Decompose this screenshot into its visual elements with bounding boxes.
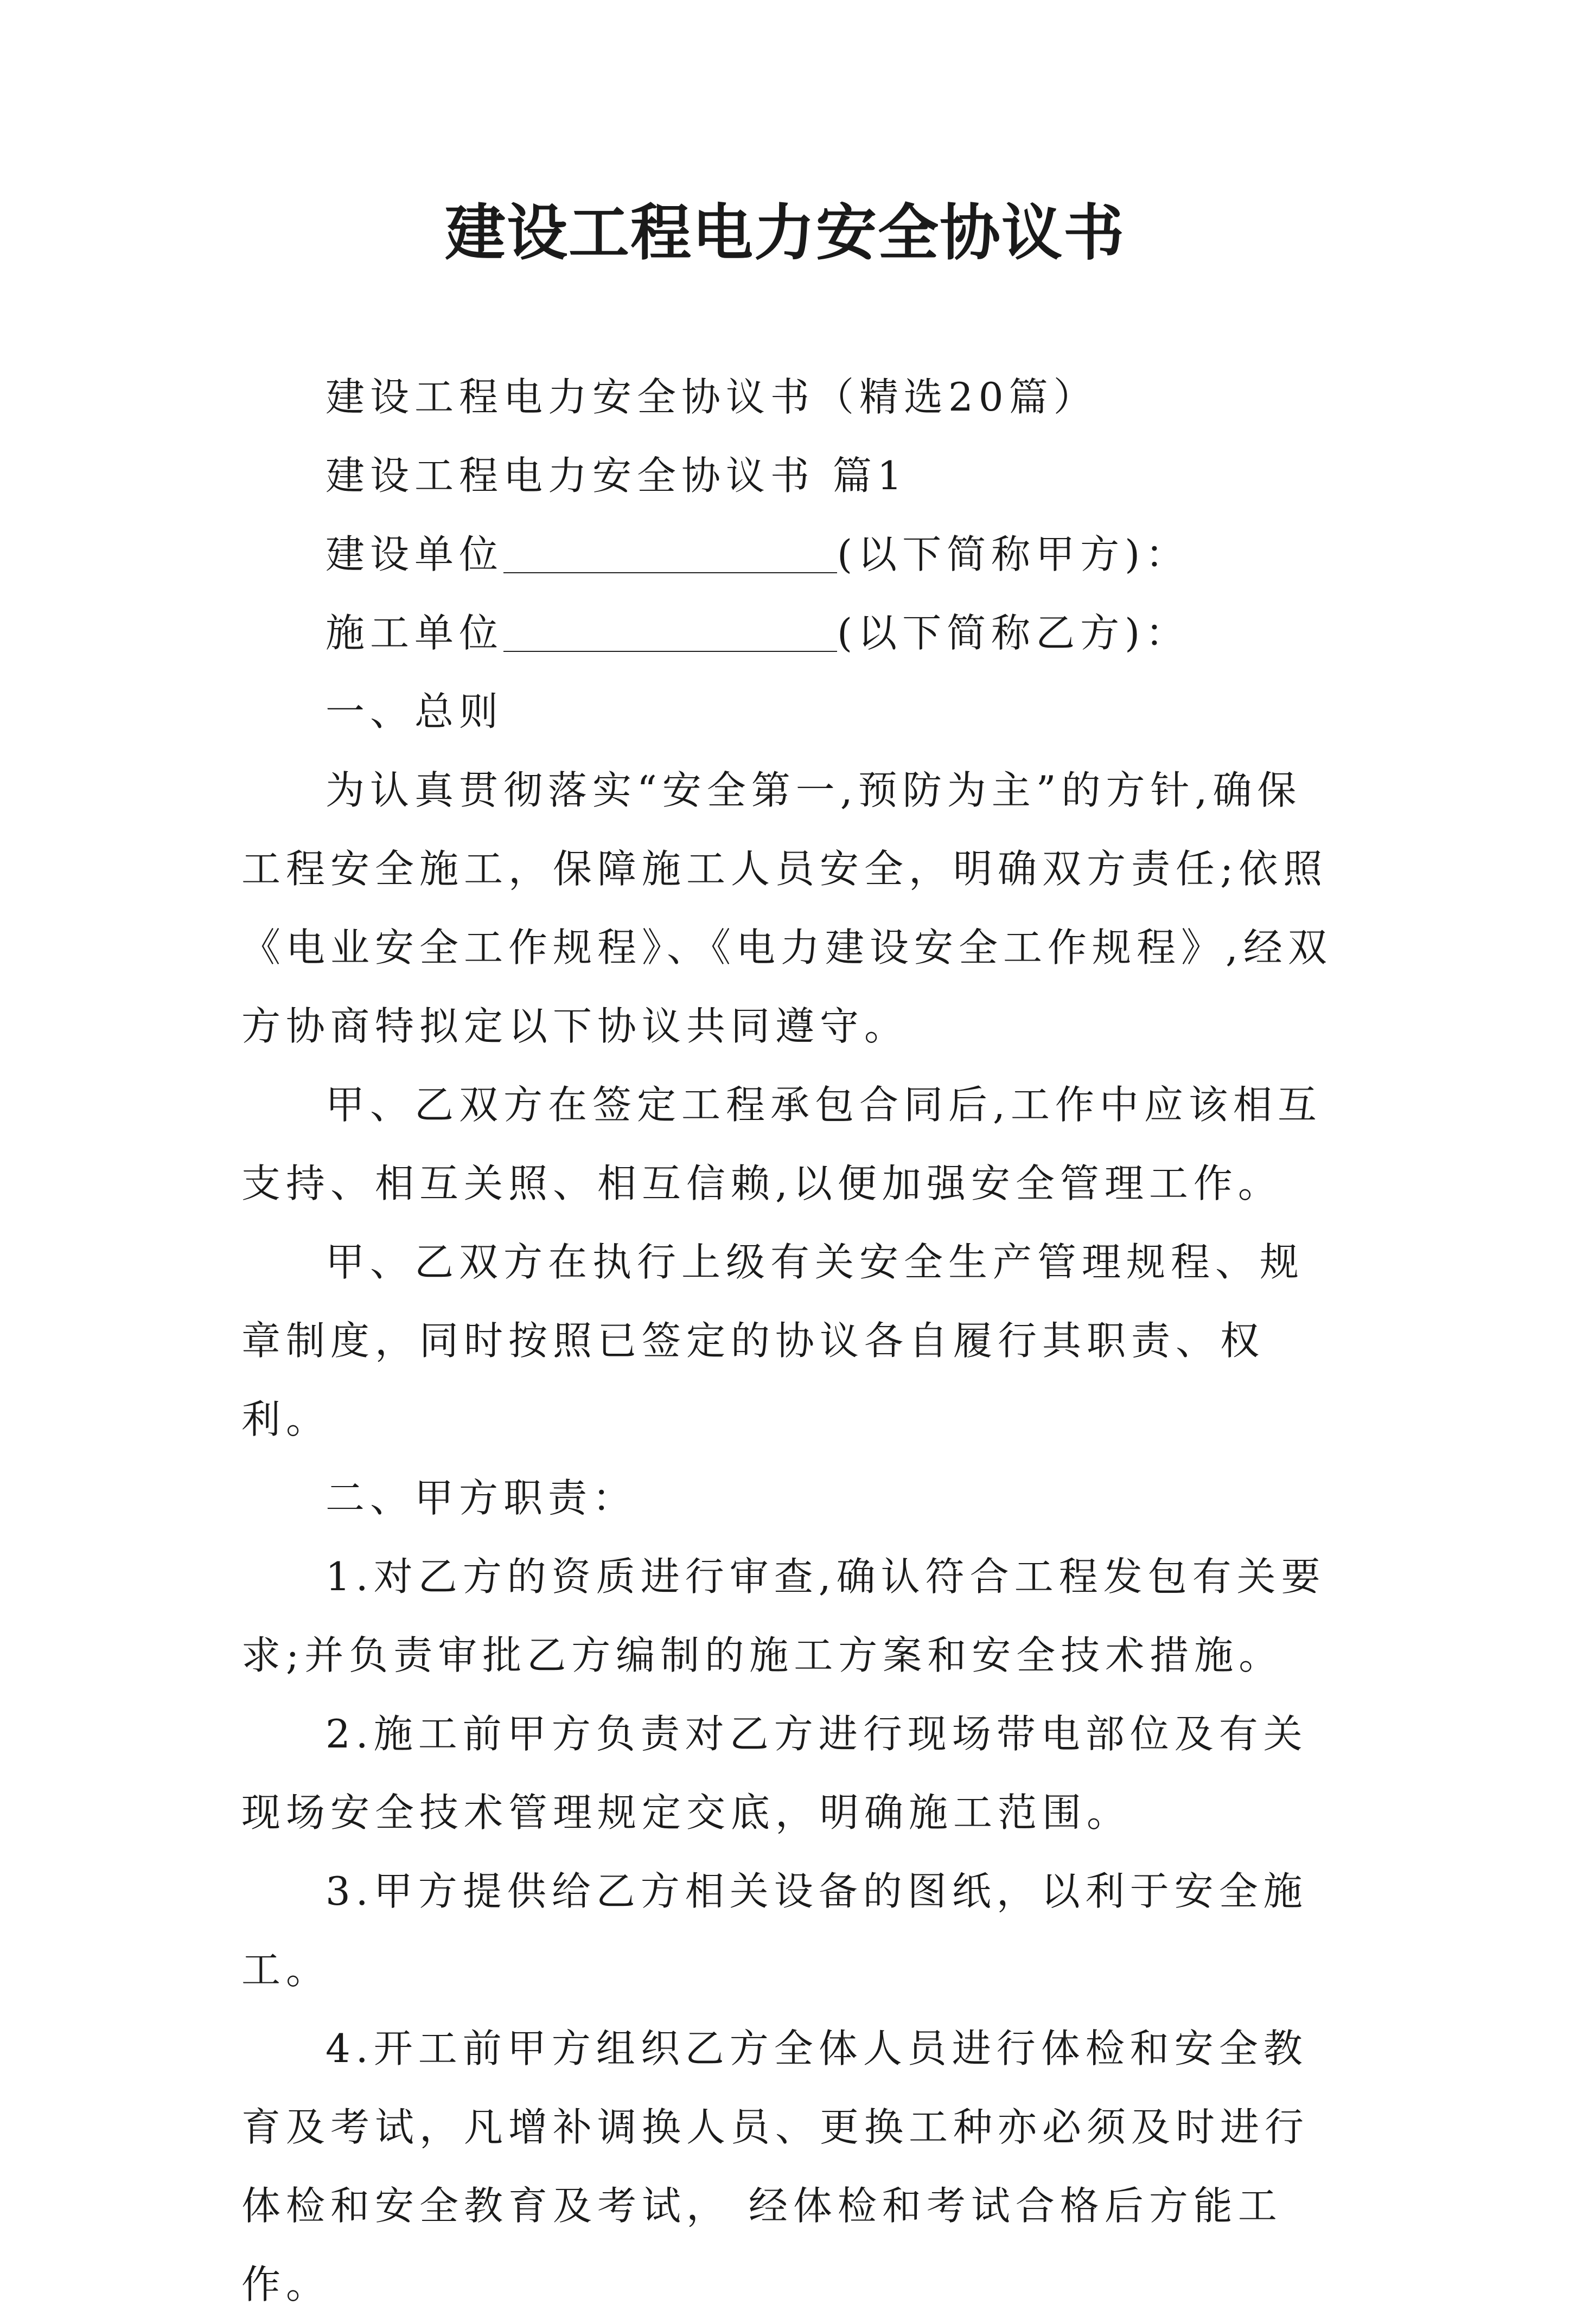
- list-item: 1.对乙方的资质进行审查,确认符合工程发包有关要求;并负责审批乙方编制的施工方案和安全技术措施。: [241, 1554, 1326, 1678]
- document-body: [241, 358, 1343, 2324]
- list-item: 3.甲方提供给乙方相关设备的图纸，以利于安全施工。: [241, 1868, 1308, 1993]
- general-heading: 一、总则: [326, 689, 504, 734]
- section-heading: 建设工程电力安全协议书 篇1: [326, 453, 908, 498]
- contractor-unit-suffix: (以下简称乙方)：: [837, 610, 1190, 656]
- construction-unit-label: 建设单位: [326, 532, 504, 577]
- construction-unit-blank: [503, 533, 837, 573]
- contractor-unit-blank: [503, 612, 837, 652]
- list-item: 4.开工前甲方组织乙方全体人员进行体检和安全教育及考试，凡增补调换人员、更换工种亦必须及时进行体检和安全教育及考试， 经体检和考试合格后方能工作。: [241, 2026, 1310, 2307]
- subtitle-paragraph: 建设工程电力安全协议书（精选20篇）: [326, 374, 1098, 420]
- body-paragraph: 甲、乙双方在执行上级有关安全生产管理规程、规章制度，同时按照已签定的协议各自履行其职责、权利。: [241, 1239, 1305, 1442]
- construction-unit-line: [241, 515, 1343, 594]
- list-item: 2.施工前甲方负责对乙方进行现场带电部位及有关现场安全技术管理规定交底，明确施工范围。: [241, 1711, 1308, 1835]
- contractor-unit-line: [241, 594, 1343, 673]
- body-paragraph: 甲、乙双方在签定工程承包合同后,工作中应该相互支持、相互关照、相互信赖,以便加强安全管理工作。: [241, 1082, 1322, 1206]
- body-paragraph: 为认真贯彻落实“安全第一,预防为主”的方针,确保工程安全施工，保障施工人员安全，明确双方责任;依照《电业安全工作规程》、《电力建设安全工作规程》,经双方协商特拟定以下协议共同遵守。: [241, 767, 1332, 1049]
- contractor-unit-label: 施工单位: [326, 610, 504, 656]
- document-title: 建设工程电力安全协议书: [445, 198, 1125, 268]
- party-a-duties-heading: 二、甲方职责：: [326, 1475, 637, 1521]
- construction-unit-suffix: (以下简称甲方)：: [837, 532, 1190, 577]
